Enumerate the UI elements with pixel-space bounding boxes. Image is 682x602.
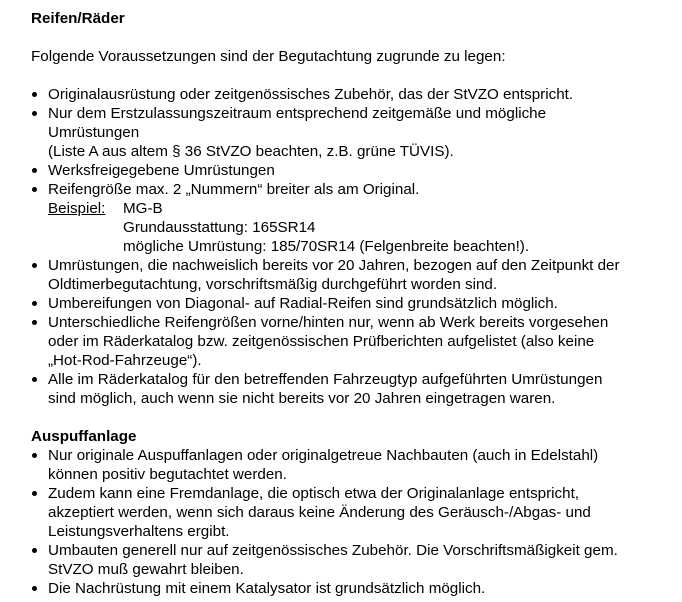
list-item: Unterschiedliche Reifengrößen vorne/hinten nur, wenn ab Werk bereits vorgesehen oder im Räderkatalog bzw. zeitgenössischen Prüfberichten aufgelistet (also keine „Hot-Rod-Fahrzeuge“). — [31, 313, 671, 370]
bullet-icon — [32, 491, 37, 496]
list-item: Die Nachrüstung mit einem Katalysator ist grundsätzlich möglich. — [31, 579, 671, 598]
bullet-icon — [32, 377, 37, 382]
example-label: Beispiel: — [48, 200, 106, 217]
bullet-icon — [32, 187, 37, 192]
reifen-list — [31, 85, 671, 408]
bullet-icon — [32, 168, 37, 173]
bullet-icon — [32, 453, 37, 458]
bullet-icon — [32, 320, 37, 325]
bullet-icon — [32, 586, 37, 591]
list-item: Umbauten generell nur auf zeitgenössisches Zubehör. Die Vorschriftsmäßigkeit gem. StVZO muß gewahrt bleiben. — [31, 541, 671, 579]
bullet-icon — [32, 301, 37, 306]
section-title-reifen: Reifen/Räder — [31, 10, 125, 27]
list-item: Zudem kann eine Fremdanlage, die optisch etwa der Originalanlage entspricht, akzeptiert werden, wenn sich daraus keine Änderung des Geräusch-/Abgas- und Leistungsverhaltens ergibt. — [31, 484, 671, 541]
list-item: Nur dem Erstzulassungszeitraum entsprechend zeitgemäße und mögliche Umrüstungen (Liste A aus altem § 36 StVZO beachten, z.B. grüne TÜVIS). — [31, 104, 671, 161]
example-value: MG-B — [123, 200, 163, 217]
list-item: Reifengröße max. 2 „Nummern“ breiter als am Original. Beispiel: MG-B Grundausstattung: 165SR14 mögliche Umrüstung: 185/70SR14 (Felgenbreite beachten!). — [31, 180, 671, 256]
bullet-icon — [32, 111, 37, 116]
auspuff-list — [31, 446, 671, 598]
intro-text: Folgende Voraussetzungen sind der Begutachtung zugrunde zu legen: — [31, 48, 506, 65]
bullet-icon — [32, 548, 37, 553]
section-title-auspuff: Auspuffanlage — [31, 428, 137, 445]
list-item: Originalausrüstung oder zeitgenössisches Zubehör, das der StVZO entspricht. — [31, 85, 671, 104]
list-item: Umbereifungen von Diagonal- auf Radial-Reifen sind grundsätzlich möglich. — [31, 294, 671, 313]
document — [31, 0, 671, 598]
bullet-icon — [32, 92, 37, 97]
example-block — [48, 199, 671, 256]
list-item: Umrüstungen, die nachweislich bereits vor 20 Jahren, bezogen auf den Zeitpunkt der Oldtimerbegutachtung, vorschriftsmäßig durchgeführt worden sind. — [31, 256, 671, 294]
list-item: Nur originale Auspuffanlagen oder originalgetreue Nachbauten (auch in Edelstahl) können positiv begutachtet werden. — [31, 446, 671, 484]
bullet-icon — [32, 263, 37, 268]
example-value: Grundausstattung: 165SR14 — [123, 219, 316, 236]
list-item: Alle im Räderkatalog für den betreffenden Fahrzeugtyp aufgeführten Umrüstungen sind möglich, auch wenn sie nicht bereits vor 20 Jahren eingetragen waren. — [31, 370, 671, 408]
list-item: Werksfreigegebene Umrüstungen — [31, 161, 671, 180]
example-value: mögliche Umrüstung: 185/70SR14 (Felgenbreite beachten!). — [123, 238, 530, 255]
